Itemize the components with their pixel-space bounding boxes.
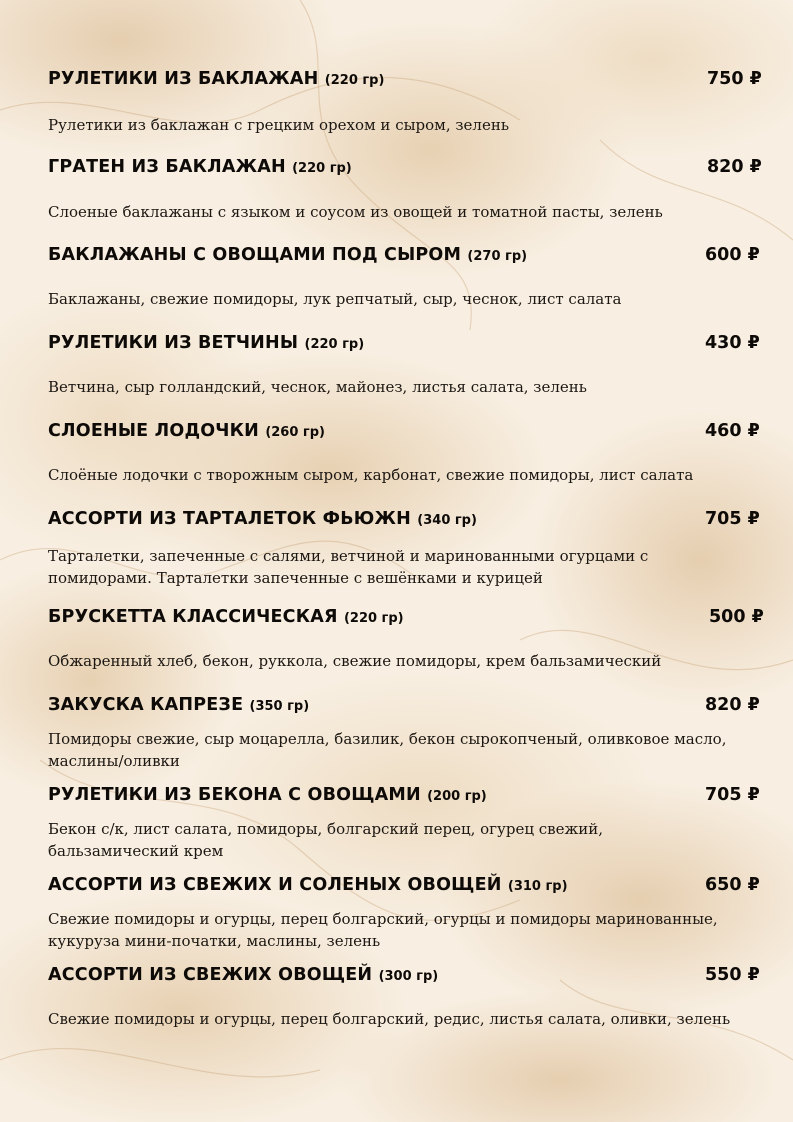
dish-weight: (220 гр) — [304, 337, 365, 352]
dish-weight: (260 гр) — [265, 425, 325, 440]
dish-name: БАКЛАЖАНЫ С ОВОЩАМИ ПОД СЫРОМ — [48, 245, 462, 265]
dish-weight: (350 гр) — [249, 699, 310, 714]
ruble-icon: ₽ — [747, 875, 760, 895]
dish-weight: (310 гр) — [507, 879, 568, 894]
dish-price — [707, 156, 762, 178]
price-value: 600 — [705, 245, 742, 265]
dish-weight: (220 гр) — [324, 73, 385, 88]
dish-name: ЗАКУСКА КАПРЕЗЕ — [48, 695, 244, 715]
ruble-icon: ₽ — [747, 785, 760, 805]
dish-name: РУЛЕТИКИ ИЗ ВЕТЧИНЫ — [48, 333, 299, 353]
menu-item-title — [48, 156, 352, 180]
menu-item-title — [48, 420, 325, 444]
dish-weight: (220 гр) — [292, 161, 352, 176]
dish-name: РУЛЕТИКИ ИЗ БЕКОНА С ОВОЩАМИ — [48, 785, 421, 805]
menu-item-title — [48, 508, 477, 532]
dish-description: Свежие помидоры и огурцы, перец болгарский, огурцы и помидоры маринованные, кукуруза мини-початки, маслины, зелень — [48, 910, 718, 950]
dish-description: Бекон с/к, лист салата, помидоры, болгарский перец, огурец свежий, бальзамический крем — [48, 820, 604, 860]
menu-item-title — [48, 606, 404, 630]
dish-name: АССОРТИ ИЗ СВЕЖИХ И СОЛЕНЫХ ОВОЩЕЙ — [48, 875, 502, 895]
ruble-icon: ₽ — [751, 607, 764, 627]
ruble-icon: ₽ — [747, 695, 760, 715]
menu-item-title — [48, 694, 309, 718]
dish-weight: (340 гр) — [417, 513, 477, 528]
price-value: 430 — [705, 333, 742, 353]
dish-price — [705, 784, 760, 806]
dish-name: БРУСКЕТТА КЛАССИЧЕСКАЯ — [48, 607, 338, 627]
dish-weight: (220 гр) — [343, 611, 404, 626]
ruble-icon: ₽ — [747, 965, 760, 985]
price-value: 460 — [705, 421, 742, 441]
dish-name: АССОРТИ ИЗ ТАРТАЛЕТОК ФЬЮЖН — [48, 509, 411, 529]
menu-item-title — [48, 68, 384, 92]
dish-price — [705, 420, 760, 442]
menu-item-title — [48, 964, 438, 988]
menu-item-title — [48, 244, 527, 268]
price-value: 500 — [709, 607, 746, 627]
price-value: 820 — [705, 695, 742, 715]
dish-name: АССОРТИ ИЗ СВЕЖИХ ОВОЩЕЙ — [48, 965, 373, 985]
menu-item-title — [48, 784, 487, 808]
dish-price — [705, 874, 760, 896]
dish-description: Помидоры свежие, сыр моцарелла, базилик, бекон сырокопченый, оливковое масло, маслины/оливки — [48, 730, 727, 770]
dish-name: СЛОЕНЫЕ ЛОДОЧКИ — [48, 421, 260, 441]
dish-description: Слоеные баклажаны с языком и соусом из овощей и томатной пасты, зелень — [48, 203, 663, 221]
dish-weight: (200 гр) — [427, 789, 487, 804]
dish-description: Обжаренный хлеб, бекон, руккола, свежие помидоры, крем бальзамический — [48, 652, 662, 670]
ruble-icon: ₽ — [749, 69, 762, 89]
ruble-icon: ₽ — [747, 333, 760, 353]
dish-description: Ветчина, сыр голландский, чеснок, майонез, листья салата, зелень — [48, 378, 587, 396]
price-value: 550 — [705, 965, 742, 985]
menu-item-title — [48, 874, 568, 898]
dish-price — [705, 332, 760, 354]
dish-price — [709, 606, 764, 628]
dish-price — [705, 964, 760, 986]
dish-description: Тарталетки, запеченные с салями, ветчиной и маринованными огурцами с помидорами. Тарталетки запеченные с вешёнками и курицей — [48, 547, 649, 587]
dish-price — [705, 244, 760, 266]
price-value: 750 — [707, 69, 744, 89]
menu-item-title — [48, 332, 364, 356]
ruble-icon: ₽ — [749, 157, 762, 177]
dish-weight: (270 гр) — [467, 249, 528, 264]
dish-description: Рулетики из баклажан с грецким орехом и сыром, зелень — [48, 116, 510, 134]
price-value: 820 — [707, 157, 744, 177]
price-value: 705 — [705, 785, 742, 805]
dish-description: Баклажаны, свежие помидоры, лук репчатый, сыр, чеснок, лист салата — [48, 290, 622, 308]
dish-price — [707, 68, 762, 90]
ruble-icon: ₽ — [747, 509, 760, 529]
dish-name: РУЛЕТИКИ ИЗ БАКЛАЖАН — [48, 69, 319, 89]
dish-price — [705, 694, 760, 716]
dish-description: Слоёные лодочки с творожным сыром, карбонат, свежие помидоры, лист салата — [48, 466, 694, 484]
price-value: 705 — [705, 509, 742, 529]
dish-description: Свежие помидоры и огурцы, перец болгарский, редис, листья салата, оливки, зелень — [48, 1010, 731, 1028]
price-value: 650 — [705, 875, 742, 895]
ruble-icon: ₽ — [747, 245, 760, 265]
dish-weight: (300 гр) — [378, 969, 439, 984]
ruble-icon: ₽ — [747, 421, 760, 441]
dish-name: ГРАТЕН ИЗ БАКЛАЖАН — [48, 157, 286, 177]
dish-price — [705, 508, 760, 530]
